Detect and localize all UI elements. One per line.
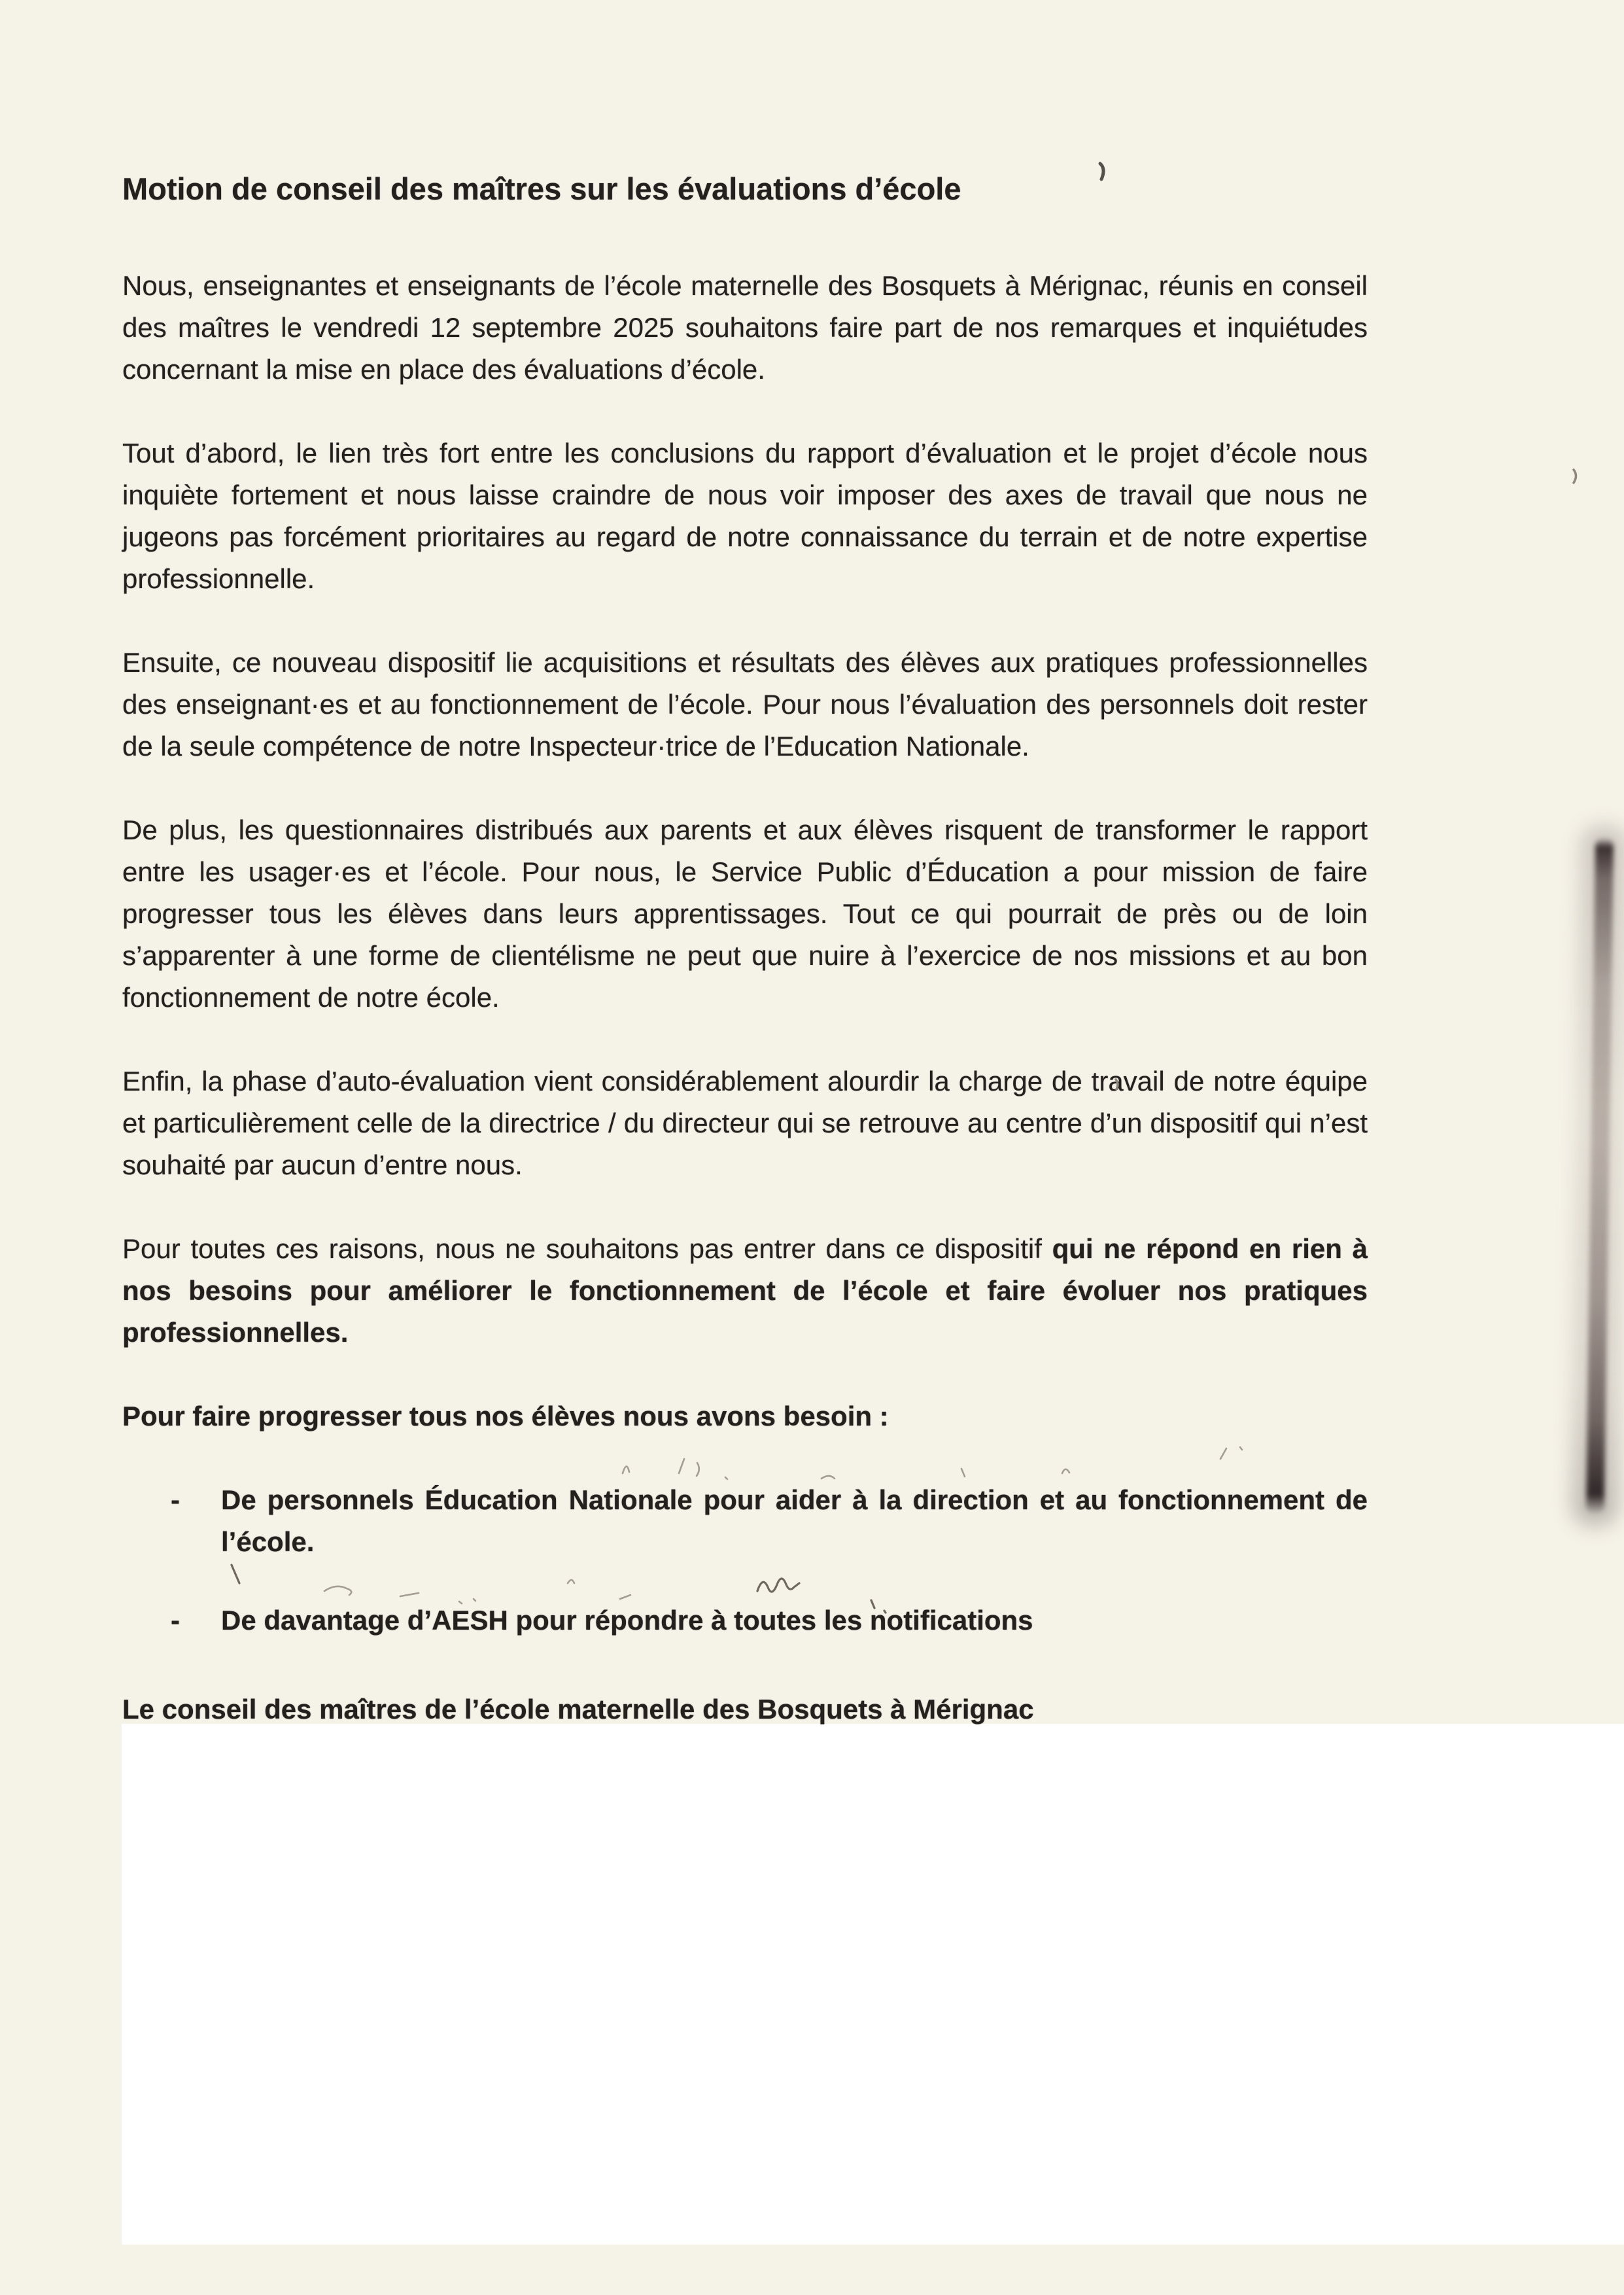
bullet-item-personnels	[122, 1479, 1368, 1563]
paragraph-tout-dabord: Tout d’abord, le lien très fort entre les conclusions du rapport d’évaluation et le projet d’école nous inquiète fortement et nous laisse craindre de nous voir imposer des axes de travail que nous ne jugeons pas forcément prioritaires au regard de notre connaissance du terrain et de notre expertise professionnelle.	[122, 438, 1368, 594]
bullet-text: De personnels Éducation Nationale pour aider à la direction et au fonctionnement de l’école.	[221, 1484, 1368, 1557]
letter-title: Motion de conseil des maîtres sur les évaluations d’école	[122, 171, 961, 206]
white-paper-patch	[122, 1724, 1624, 2245]
conclusion-bold-text: qui ne répond en rien à nos besoins pour améliorer le fonctionnement de l’école et faire évoluer nos pratiques professionnelles.	[122, 1233, 1368, 1348]
paragraph-de-plus: De plus, les questionnaires distribués aux parents et aux élèves risquent de transformer le rapport entre les usager·es et l’école. Pour nous, le Service Public d’Éducation a pour mission de faire progresser tous les élèves dans leurs apprentissages. Tout ce qui pourrait de près ou de loin s’apparenter à une forme de clientélisme ne peut que nuire à l’exercice de nos missions et au bon fonctionnement de notre école.	[122, 815, 1368, 1013]
paragraph-enfin: Enfin, la phase d’auto-évaluation vient considérablement alourdir la charge de travail de notre équipe et particulièrement celle de la directrice / du directeur qui se retrouve au centre d’un dispositif qui n’est souhaité par aucun d’entre nous.	[122, 1066, 1368, 1180]
letter-body	[122, 168, 1368, 2245]
needs-heading: Pour faire progresser tous nos élèves nous avons besoin :	[122, 1401, 889, 1431]
bullet-dash-marker: -	[171, 1484, 180, 1515]
paragraph-conclusion	[122, 1228, 1368, 1354]
paragraph-ensuite: Ensuite, ce nouveau dispositif lie acquisitions et résultats des élèves aux pratiques professionnelles des enseignant·es et au fonctionnement de l’école. Pour nous l’évaluation des personnels doit rester de la seule compétence de notre Inspecteur·trice de l’Education Nationale.	[122, 647, 1368, 762]
bullet-dash-marker: -	[171, 1605, 180, 1636]
bullet-item-aesh	[122, 1600, 1368, 1641]
signature-line: Le conseil des maîtres de l’école maternelle des Bosquets à Mérignac	[122, 1694, 1034, 1725]
bullet-text: De davantage d’AESH pour répondre à toutes les notifications	[221, 1605, 1033, 1636]
conclusion-regular-text: Pour toutes ces raisons, nous ne souhaitons pas entrer dans ce dispositif	[122, 1233, 1052, 1264]
scan-smudge-artifact	[1586, 837, 1614, 1515]
paragraph-introduction: Nous, enseignantes et enseignants de l’école maternelle des Bosquets à Mérignac, réunis en conseil des maîtres le vendredi 12 septembre 2025 souhaitons faire part de nos remarques et inquiétudes concernant la mise en place des évaluations d’école.	[122, 270, 1368, 385]
